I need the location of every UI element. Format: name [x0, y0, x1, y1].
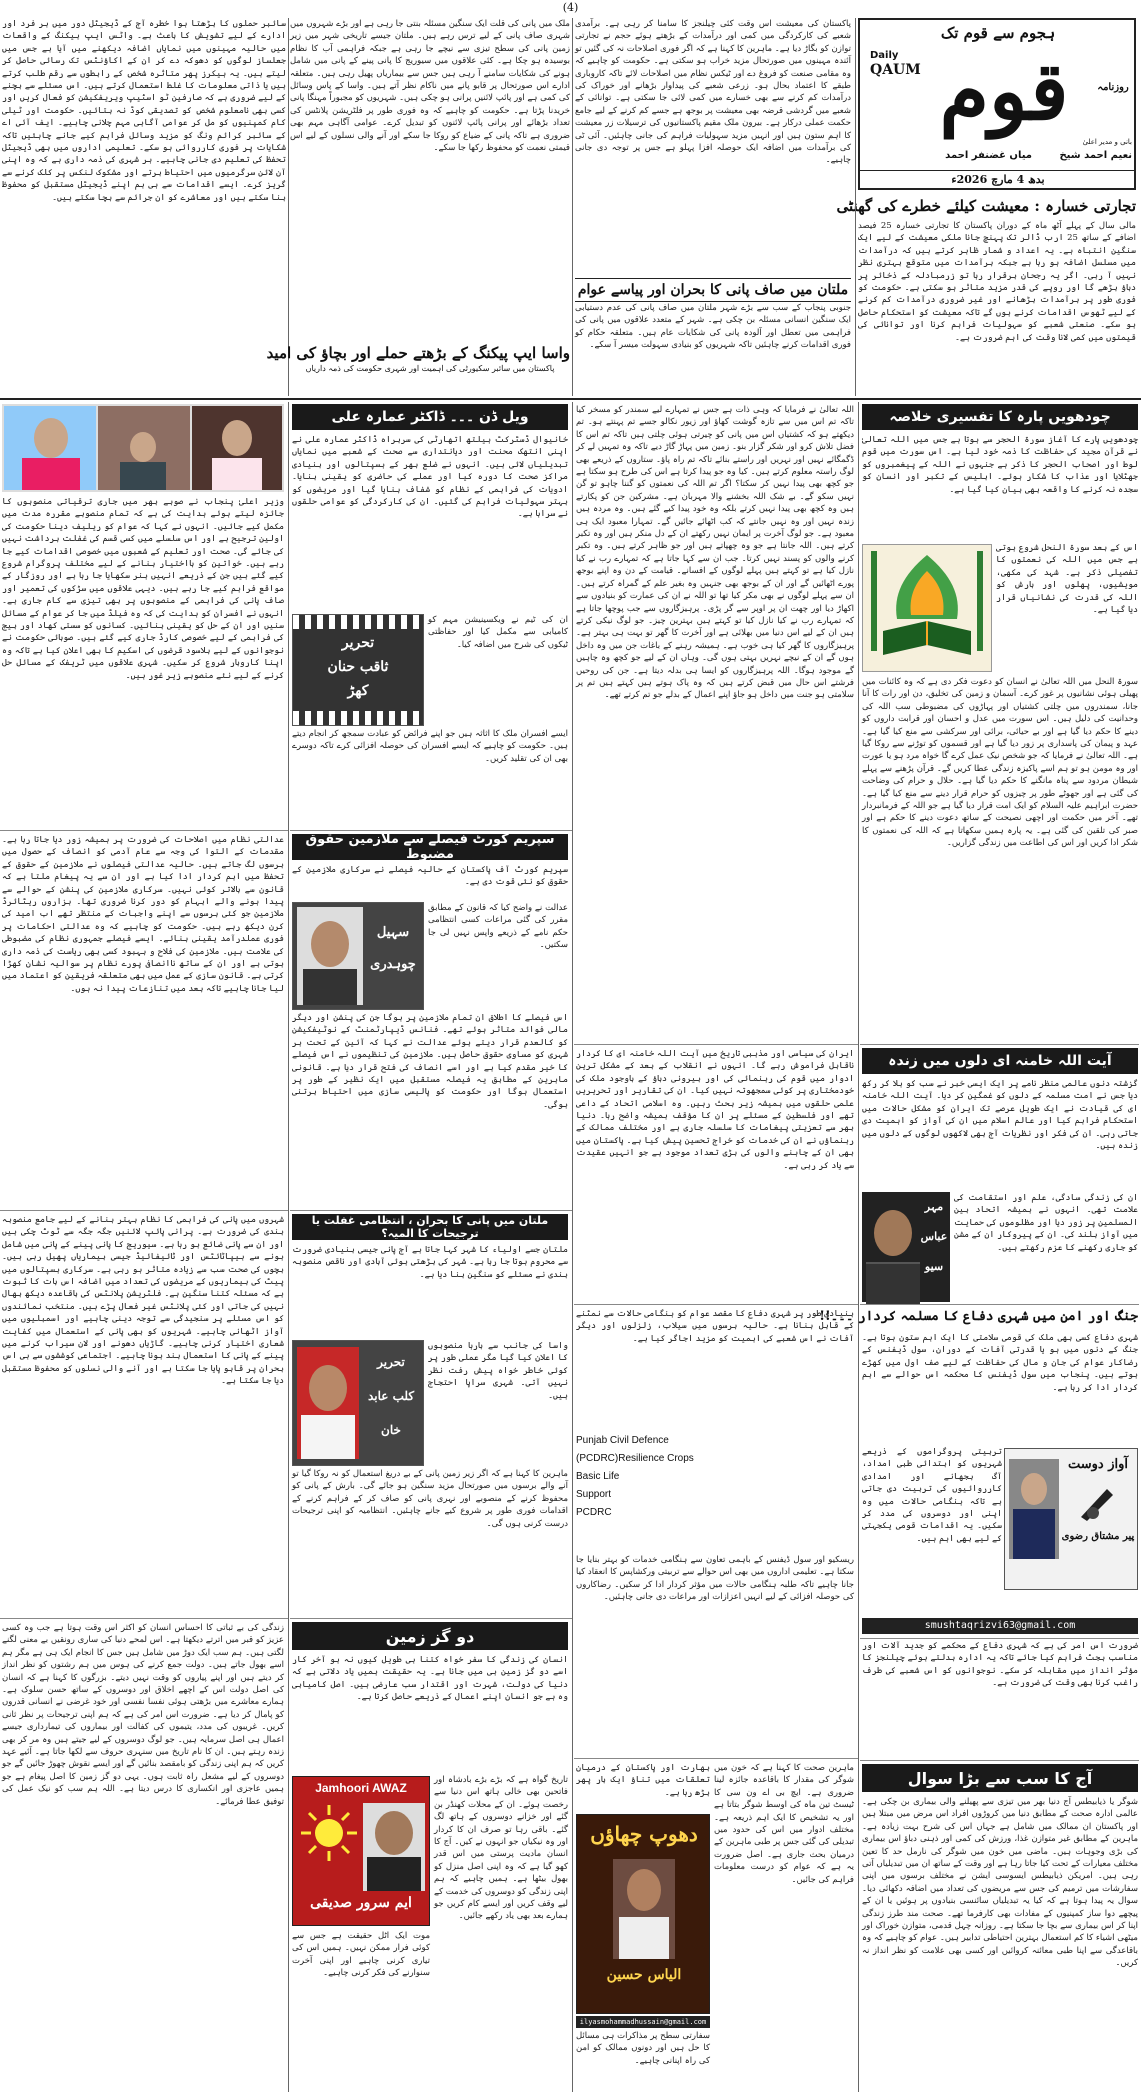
left-column-body-d: زندگی کی بے ثباتی کا احساس انسان کو اکثر اس وقت ہوتا ہے جب وہ کسی عزیز کو قبر میں اترتے دیکھتا ہے۔ اس لمحے دنیا کی ساری رونقیں بے معنی لگنے لگتی ہیں۔ ہم سب ایک دوڑ میں شامل ہیں جس کا انجام ایک ہی ہے مگر ہم اسے بھول جاتے ہیں۔ دولت جمع کرنے کی ہوس میں ہم رشتوں کو نظر انداز کر دیتے ہیں اور اپنے پیاروں کو وقت نہیں دیتے۔ بزرگوں کا کہنا ہے کہ انسان کی اصل دولت اس کے اچھے اخلاق اور دوسروں کے ساتھ حسن سلوک ہے۔ ہمارے معاشرے میں بڑھتی ہوئی نفسا نفسی اور خود غرضی نے انسانی قدروں کو پامال کر دیا ہے۔ ضرورت اس امر کی ہے کہ ہم اپنی ترجیحات پر نظر ثانی کریں۔ غریبوں کی مدد، یتیموں کی کفالت اور بیماروں کی تیمارداری جیسے اعمال ہی اصل سرمایہ ہیں۔ جو لوگ دوسروں کے لیے جیتے ہیں وہ مر کر بھی زندہ رہتے ہیں۔ ان کا نام تاریخ میں سنہری حروف سے لکھا جاتا ہے۔ آئیے عہد کریں کہ ہم اپنی زندگی کو بامقصد بنائیں گے اور ایسے نقوش چھوڑ جائیں گے جو دوسروں کے لیے مشعل راہ ثابت ہوں۔ یہی دو گز زمین کا اصل پیغام ہے جو ہمیں عاجزی اور انکساری کا درس دیتا ہے۔ اللہ ہم سب کو نیک عمل کی توفیق عطا فرمائے۔: [2, 1623, 284, 1807]
quran-illustration: [862, 544, 992, 672]
war-peace-continued-b: ریسکیو اور سول ڈیفنس کے باہمی تعاون سے ہنگامی خدمات کو بہتر بنایا جا سکتا ہے۔ تعلیمی اداروں میں بھی اس حوالے سے تربیتی ورکشاپس کا انعقاد کیا جانا چاہیے تاکہ طلبہ ہنگامی حالات میں مؤثر کردار ادا کر سکیں۔ رضاکاروں کی حوصلہ افزائی کے لیے انہیں اعزازات اور مراعات دی جانی چاہئیں۔: [576, 1555, 854, 1603]
aaj-sawal-title: آج کا سب سے بڑا سوال: [862, 1764, 1138, 1792]
quran-column-body-b: اس کے بعد سورۃ النحل شروع ہوتی ہے جس میں اللہ کی نعمتوں کا تفصیلی ذکر ہے۔ شہد کی مکھی، مویشیوں، پھلوں اور بارش کو اللہ کی قدرت کی نشانیاں قرار دیا گیا ہے۔: [996, 543, 1138, 616]
masthead-daily-prefix: روزنامہ: [1097, 82, 1129, 93]
well-done-title: ویل ڈن ۔۔۔ ڈاکٹر عمارہ علی: [292, 404, 568, 430]
byline-line-2: چوہدری: [370, 957, 416, 972]
top-column-3: ملک میں پانی کی قلت ایک سنگین مسئلہ بنتی جا رہی ہے اور بڑے شہروں میں شہری صاف پانی کے لیے ترس رہے ہیں۔ ملتان جیسے تاریخی شہر میں زیر زمین پانی کی سطح تیزی سے نیچے جا رہی ہے جبکہ فراہمی آب کا نظام بوسیدہ ہو چکا ہے۔ کئی علاقوں میں سیوریج کا پانی پینے کے پانی میں شامل ہونے کی شکایات سامنے آ رہی ہیں جس سے بیماریاں پھیل رہی ہیں۔ متعلقہ ادارے اس صورتحال پر قابو پانے میں ناکام نظر آتے ہیں۔ واسا کے پاس وسائل کی کمی ہے اور پائپ لائنیں پرانی ہو چکی ہیں۔ شہریوں کو مجبوراً مہنگا پانی خریدنا پڑتا ہے۔ حکومت کو چاہیے کہ وہ فوری طور پر فلٹریشن پلانٹس کی تعداد بڑھائے اور پرانی پائپ لائنوں کو تبدیل کرے۔ عوامی آگاہی مہم بھی ضروری ہے تاکہ پانی کے ضیاع کو روکا جا سکے اور آنے والی نسلوں کے لیے اس قیمتی نعمت کو محفوظ رکھا جا سکے۔: [290, 19, 570, 154]
war-peace-en-block: [576, 1432, 854, 1552]
masthead-slogan: ہجوم سے قوم تک: [940, 24, 1056, 42]
well-done-body-b: ان کی ٹیم نے ویکسینیشن مہم کو کامیابی سے مکمل کیا اور حفاظتی ٹیکوں کی شرح میں اضافہ کیا۔: [428, 615, 568, 650]
supreme-court-body-a: سپریم کورٹ آف پاکستان کے حالیہ فیصلے نے سرکاری ملازمین کے حقوق کو نئی قوت دی ہے۔: [292, 865, 568, 888]
pen-icon: [1071, 1483, 1121, 1523]
masthead-founder: بانی و مدیر اعلیٰ: [1082, 138, 1132, 146]
wasa-article-title: واسا ایپ پیکنگ کے بڑھتے حملے اور بچاؤ کی امید: [266, 344, 570, 362]
ayatollah-title: آیت اللہ خامنہ ای دلوں میں زندہ: [862, 1048, 1138, 1074]
dhoop-chaon-body: بھارت اور پاکستان کے درمیان تعلقات میں تناؤ ایک بار پھر بڑھ رہا ہے۔: [576, 1763, 710, 1798]
supreme-court-body-c: اس فیصلے کا اطلاق ان تمام ملازمین پر ہوگا جن کی پنشن اور دیگر مالی فوائد متاثر ہوئے تھے۔ فنانس ڈیپارٹمنٹ کے نوٹیفکیشن کو کالعدم قرار دیتے ہوئے عدالت نے کہا کہ آئین کے تحت ہر شہری کو مساوی حقوق حاصل ہیں۔ ملازمین کی تنظیموں نے اس فیصلے کا خیر مقدم کیا ہے اور اسے انصاف کی فتح قرار دیا ہے۔ قانونی ماہرین کے مطابق یہ فیصلہ مستقبل میں ایک نظیر کے طور پر استعمال ہوگا اور حکومت کو پالیسی سازی میں احتیاط برتنی ہوگی۔: [292, 1013, 568, 1110]
byline-line-2: ثاقب حنان: [327, 659, 389, 675]
supreme-court-body-b: عدالت نے واضح کیا کہ قانون کے مطابق مقرر کی گئی مراعات کسی انتظامی حکم نامے کے ذریعے واپس نہیں لی جا سکتیں۔: [428, 903, 568, 951]
quran-column-continued: اللہ تعالیٰ نے فرمایا کہ وہی ذات ہے جس نے تمہارے لیے سمندر کو مسخر کیا تاکہ تم اس میں سے تازہ گوشت کھاؤ اور زیور نکالو جسے تم پہنتے ہو۔ تم دیکھتے ہو کہ کشتیاں اس میں پانی کو چیرتی ہوئی چلتی ہیں تاکہ تم اس کا فضل تلاش کرو اور شکر گزار بنو۔ زمین میں پہاڑ گاڑ دیے تاکہ وہ تمہیں لے کر ڈگمگائے نہیں اور نہریں اور راستے بنائے تاکہ تم راہ پاؤ۔ ستاروں کے ذریعے بھی لوگ راستہ معلوم کرتے ہیں۔ کیا وہ جو پیدا کرتا ہے اس کی طرح ہو سکتا ہے جو کچھ بھی پیدا نہیں کر سکتا؟ اگر تم اللہ کی نعمتوں کو گننا چاہو تو گن نہیں سکو گے۔ بے شک اللہ بخشنے والا مہربان ہے۔ مشرکین جن کو پکارتے ہیں وہ کچھ بھی پیدا نہیں کرتے بلکہ وہ خود پیدا کیے گئے ہیں۔ وہ مردہ ہیں زندہ نہیں اور وہ نہیں جانتے کہ کب اٹھائے جائیں گے۔ تمہارا معبود ایک ہی معبود ہے۔ جو لوگ آخرت پر ایمان نہیں رکھتے ان کے دل منکر ہیں اور وہ تکبر کرتے ہیں۔ اللہ جانتا ہے جو وہ چھپاتے ہیں اور جو ظاہر کرتے ہیں۔ وہ تکبر کرنے والوں کو پسند نہیں کرتا۔ جب ان سے کہا جاتا ہے کہ تمہارے رب نے کیا نازل کیا ہے تو کہتے ہیں پہلے لوگوں کے افسانے۔ قیامت کے دن وہ اپنے بوجھ پورے اٹھائیں گے اور ان کے بوجھ بھی جنہیں وہ بغیر علم کے گمراہ کرتے ہیں۔ ان سے پہلے لوگوں نے بھی مکر کیا تھا تو اللہ نے ان کی عمارت کو بنیادوں سے اکھاڑ دیا اور چھت ان پر اوپر سے گر پڑی۔ پرہیزگاروں سے جب پوچھا جاتا ہے کہ تمہارے رب نے کیا نازل کیا تو کہتے ہیں بہترین چیز۔ جو لوگ نیکی کرتے ہیں ان کے لیے اس دنیا میں بھلائی ہے اور آخرت کا گھر تو بہت ہی بہتر ہے۔ پرہیزگاروں کا گھر کیا ہی خوب ہے۔ ہمیشہ رہنے کے باغات جن میں وہ داخل ہوں گے ان کے نیچے نہریں بہتی ہوں گی۔ وہاں ان کے لیے جو کچھ وہ چاہیں گے موجود ہوگا۔ اللہ پرہیزگاروں کو ایسا ہی بدلہ دیتا ہے۔ جن کی روحیں فرشتے اس حال میں قبض کرتے ہیں کہ وہ پاک ہوتے ہیں کہتے ہیں تم پر سلامتی ہو جنت میں داخل ہو جاؤ اپنے اعمال کے بدلے جو تم کرتے تھے۔: [576, 405, 854, 701]
ayatollah-body-a: گزشتہ دنوں عالمی منظر نامے پر ایک ایسی خبر نے سب کو ہلا کر رکھ دیا جس نے امت مسلمہ کے دلوں کو غمگین کر دیا۔ آیت اللہ خامنہ ای کی قیادت نے ایک طویل عرصے تک ایران کو مشکل حالات میں استحکام فراہم کیا اور عالم اسلام میں ان کی آواز کو اہمیت دی جاتی رہی۔ ان کی فکر اور نظریات آج بھی لاکھوں لوگوں کے دلوں میں زندہ ہیں۔: [862, 1079, 1138, 1152]
en-line-2: (PCDRC)Resilience Crops: [576, 1453, 694, 1464]
news-photo-2: [98, 406, 190, 490]
news-photo-strip: [2, 404, 284, 492]
left-column-body-a: وزیر اعلیٰ پنجاب نے صوبے بھر میں جاری ترقیاتی منصوبوں کا جائزہ لیتے ہوئے ہدایت کی ہے کہ تمام منصوبے مقررہ مدت میں مکمل کیے جائیں۔ انہوں نے کہا کہ عوام کو ریلیف دینا حکومت کی اولین ترجیح ہے اور اس سلسلے میں کسی قسم کی غفلت برداشت نہیں کی جائے گی۔ صحت اور تعلیم کے شعبوں میں خصوصی اقدامات کیے جا رہے ہیں۔ خواتین کو بااختیار بنانے کے لیے مختلف پروگرام شروع کیے گئے ہیں جن کے ذریعے انہیں ہنر سکھایا جا رہا ہے اور روزگار کے مواقع فراہم کیے جا رہے ہیں۔ دیہی علاقوں میں سڑکوں کی تعمیر اور صاف پانی کی فراہمی کے منصوبوں پر بھی تیزی سے کام جاری ہے۔ انہوں نے افسران کو ہدایت کی کہ وہ فیلڈ میں جا کر عوام کے مسائل سنیں اور ان کے حل کو یقینی بنائیں۔ کسانوں کو سستی کھاد اور بیج کی فراہمی کے لیے خصوصی کارڈ جاری کیے گئے ہیں۔ صوبائی حکومت نے نوجوانوں کے لیے بلاسود قرضوں کی اسکیم کا بھی اعلان کیا ہے تاکہ وہ اپنا کاروبار شروع کر سکیں۔ شہری علاقوں میں ٹریفک کے مسائل حل کرنے کے لیے نئے منصوبے زیر غور ہیں۔: [2, 497, 284, 681]
byline-kalb-abid: [292, 1340, 424, 1466]
en-line-3: Basic Life: [576, 1471, 620, 1482]
byline-line-3: سیو: [924, 1260, 944, 1273]
war-peace-title: جنگ اور امن میں شہری دفاع کا مسلمہ کردار ۔۔۔!!: [819, 1309, 1138, 1324]
well-done-body-a: خانیوال ڈسٹرکٹ ہیلتھ اتھارٹی کی سربراہ ڈاکٹر عمارہ علی نے اپنی انتھک محنت اور دیانتداری سے صحت کے شعبے میں نمایاں تبدیلیاں لائی ہیں۔ انہوں نے ضلع بھر کے ہسپتالوں اور بنیادی مراکز صحت کا دورہ کیا اور عملے کی حاضری کو یقینی بنایا۔ ادویات کی فراہمی کے نظام کو شفاف بنایا گیا اور مریضوں کو بہتر سہولیات فراہم کی گئیں۔ ان کی کارکردگی کو عوامی حلقوں نے سراہا ہے۔: [292, 435, 568, 520]
do-ghaz-zameen-body-a: انسان کی زندگی کا سفر خواہ کتنا ہی طویل کیوں نہ ہو آخر کار اسے دو گز زمین ہی میں جانا ہے۔ یہ حقیقت ہمیں یاد دلاتی ہے کہ دنیا کی دولت، شہرت اور اقتدار سب عارضی ہیں۔ اصل کامیابی وہ ہے جو انسان اپنے اعمال کے ذریعے حاصل کرتا ہے۔: [292, 1655, 568, 1703]
war-peace-body-c: ضرورت اس امر کی ہے کہ شہری دفاع کے محکمے کو جدید آلات اور مناسب بجٹ فراہم کیا جائے تاکہ یہ ادارہ بدلتے ہوئے چیلنجز کا مؤثر انداز میں مقابلہ کر سکے۔ نوجوانوں کو اس شعبے کی طرف راغب کرنا بھی وقت کی ضرورت ہے۔: [862, 1641, 1138, 1689]
masthead: [858, 18, 1136, 190]
sugar-continued: ماہرین صحت کا کہنا ہے کہ خون میں شوگر کی مقدار کا باقاعدہ جائزہ لینا ضروری ہے۔ ایچ بی اے ون سی کا ٹیسٹ تین ماہ کی اوسط شوگر بتاتا ہے اور یہ تشخیص کا ایک اہم ذریعہ ہے۔ مختلف ادوار میں اس کی حدود میں تبدیلی کی گئی جس پر طبی ماہرین کے درمیان بحث جاری ہے۔ اصل ضرورت یہ ہے کہ عوام کو درست معلومات فراہم کی جائیں۔: [714, 1763, 854, 1885]
masthead-publisher: میاں غضنفر احمد: [945, 150, 1032, 161]
dhoop-chaon-body-b: سفارتی سطح پر مذاکرات ہی مسائل کا حل ہیں اور دونوں ممالک کو امن کی راہ اپنانی چاہیے۔: [576, 2031, 710, 2066]
byline-line-2: کلب عابد: [367, 1389, 415, 1403]
news-photo-3: [4, 406, 96, 490]
byline-line-3: کھڑ: [347, 683, 369, 699]
author-photo-mushtaq: [1009, 1459, 1059, 1559]
byline-line-1: تحریر: [341, 635, 375, 651]
multan-editorial-body: جنوبی پنجاب کے سب سے بڑے شہر ملتان میں صاف پانی کی عدم دستیابی ایک سنگین انسانی مسئلہ بن چکی ہے۔ شہر کے متعدد علاقوں میں پانی کی فراہمی میں تعطل اور آلودہ پانی کی شکایات عام ہیں۔ متعلقہ حکام کو فوری اقدامات کرنے چاہئیں تاکہ شہریوں کو بنیادی سہولت میسر آ سکے۔: [575, 303, 851, 351]
quran-column-title: چودھویں پارہ کا تفسیری خلاصہ: [862, 404, 1138, 430]
en-line-5: PCDRC: [576, 1507, 612, 1518]
byline-saqib-hanan: [292, 614, 424, 726]
dhoop-chaon-author: الیاس حسین: [606, 1967, 682, 1983]
quran-column-body-c: سورۃ النحل میں اللہ تعالیٰ نے انسان کو دعوت فکر دی ہے کہ وہ کائنات میں پھیلی ہوئی نشانیوں پر غور کرے۔ آسمان و زمین کی تخلیق، دن اور رات کا آنا جانا، سمندروں میں چلتی کشتیاں اور پہاڑوں کی مضبوطی سب اللہ کی وحدانیت کی دلیل ہیں۔ اس سورت میں عدل و احسان اور قرابت داروں کو دینے کا حکم دیا گیا ہے اور بے حیائی، برائی اور سرکشی سے منع کیا گیا ہے۔ عہد و پیمان کی پاسداری پر زور دیا گیا ہے اور قسموں کو توڑنے سے روکا گیا ہے۔ اللہ تعالیٰ نے فرمایا کہ جو شخص نیک عمل کرے گا خواہ مرد ہو یا عورت اور وہ مومن ہو تو ہم اسے پاکیزہ زندگی عطا کریں گے۔ قرآن پڑھنے سے پہلے شیطان مردود سے پناہ مانگنے کا حکم دیا گیا ہے۔ حلال و حرام کی وضاحت کی گئی ہے اور جھوٹے طور پر چیزوں کو حرام قرار دینے سے منع کیا گیا ہے۔ حضرت ابراہیم علیہ السلام کو ایک امت قرار دیا گیا ہے جو اللہ کے فرمانبردار تھے۔ آخر میں حکمت اور اچھی نصیحت کے ساتھ دعوت دینے کا حکم ہے اور صبر کی تلقین کی گئی ہے۔ یہ پارہ ہمیں سکھاتا ہے کہ اللہ کی نعمتوں کا شکر ادا کریں اور اس کی اطاعت میں زندگی گزاریں۔: [862, 677, 1138, 849]
byline-line-1: تحریر: [377, 1355, 405, 1369]
masthead-daily-en: Daily: [870, 50, 899, 61]
supreme-court-title: سپریم کورٹ فیصلے سے ملازمین حقوق مضبوط: [292, 834, 568, 860]
editorial-title: تجارتی خسارہ : معیشت کیلئے خطرے کی گھنٹی: [836, 197, 1136, 215]
war-peace-body-b: تربیتی پروگراموں کے ذریعے شہریوں کو ابتدائی طبی امداد، آگ بجھانے اور امدادی کارروائیوں کی تربیت دی جاتی ہے تاکہ ہنگامی حالات میں وہ اپنی اور دوسروں کی مدد کر سکیں۔ یہ اقدامات قومی یکجہتی کے لیے بھی اہم ہیں۔: [862, 1447, 1002, 1544]
en-line-1: Punjab Civil Defence: [576, 1435, 669, 1446]
ayatollah-body-b: ان کی زندگی سادگی، علم اور استقامت کی علامت تھی۔ انہوں نے ہمیشہ اتحاد بین المسلمین پر زور دیا اور مظلوموں کی حمایت میں آواز بلند کی۔ ان کے پیروکار ان کے مشن کو جاری رکھنے کا عزم رکھتے ہیں۔: [954, 1193, 1138, 1253]
masthead-founder-name: نعیم احمد شیخ: [1059, 150, 1132, 161]
multan-water2-body-b: واسا کی جانب سے بارہا منصوبوں کا اعلان کیا گیا مگر عملی طور پر کوئی خاطر خواہ پیش رفت نظر نہیں آتی۔ شہری سراپا احتجاج ہیں۔: [428, 1341, 568, 1401]
mosque-book-icon: [863, 545, 991, 671]
war-peace-continued-a: بنیادی طور پر شہری دفاع کا مقصد عوام کو ہنگامی حالات سے نمٹنے کے قابل بنانا ہے۔ حالیہ برسوں میں سیلاب، زلزلوں اور دیگر آفات نے اس شعبے کی اہمیت کو مزید اجاگر کیا ہے۔: [576, 1309, 854, 1344]
dhoop-chaon-title: دھوپ چھاؤں: [590, 1822, 698, 1846]
aaj-sawal-body: شوگر یا ذیابیطس آج دنیا بھر میں تیزی سے پھیلنے والی بیماری بن چکی ہے۔ عالمی ادارہ صحت کے مطابق دنیا میں کروڑوں افراد اس مرض میں مبتلا ہیں اور پاکستان ان ممالک میں شامل ہے جہاں اس کی شرح بہت زیادہ ہے۔ ماہرین کے مطابق غیر متوازن غذا، ورزش کی کمی اور ذہنی دباؤ اس بیماری کی بڑی وجوہات ہیں۔ ماضی میں خون میں شوگر کی نارمل حد کا تعین مختلف معیارات کے تحت کیا جاتا رہا ہے اور وقت کے ساتھ ان میں تبدیلیاں آتی رہی ہیں۔ امریکن ذیابیطس ایسوسی ایشن نے مختلف برسوں میں اپنی سفارشات میں ترمیم کی جس سے مریضوں کی تعداد میں اضافہ دکھائی دیا۔ سوال یہ پیدا ہوتا ہے کہ کیا یہ تبدیلیاں سائنسی بنیادوں پر ہوئیں یا ان کے پیچھے دوا ساز کمپنیوں کے مفادات بھی کارفرما تھے۔ صحت مند طرز زندگی اپنا کر اس بیماری سے بچا جا سکتا ہے۔ روزانہ چہل قدمی، متوازن خوراک اور میٹھی اشیاء کا کم استعمال بہترین احتیاطی تدابیر ہیں۔ عوام کو چاہیے کہ وہ باقاعدگی سے اپنا طبی معائنہ کروائیں اور کسی بھی علامت کو نظر انداز نہ کریں۔: [862, 1797, 1138, 1969]
byline-line-1: سہیل: [376, 925, 410, 940]
multan-editorial-title: ملتان میں صاف پانی کا بحران اور پیاسے عوام: [575, 278, 851, 302]
multan-water2-body-c: ماہرین کا کہنا ہے کہ اگر زیر زمین پانی کے بے دریغ استعمال کو نہ روکا گیا تو آنے والے برسوں میں صورتحال مزید سنگین ہو جائے گی۔ بارش کے پانی کو محفوظ کرنے کے منصوبے اور نہری پانی کو صاف کر کے فراہم کرنے کے اقدامات فوری طور پر شروع کیے جانے چاہئیں۔ انتظامیہ کو اپنی ترجیحات درست کرنی ہوں گی۔: [292, 1469, 568, 1529]
awaz-dost-author: پیر مشتاق رضوی: [1061, 1531, 1135, 1542]
page-number: (4): [562, 1, 579, 14]
author-photo-sarwar: [363, 1803, 425, 1891]
awaz-dost-email: smushtaqrizvi63@gmail.com: [862, 1618, 1138, 1634]
author-photo-sohail: [297, 907, 363, 1005]
awaz-dost-box: [1004, 1448, 1138, 1590]
en-line-4: Support: [576, 1489, 612, 1500]
left-column-body-b: عدالتی نظام میں اصلاحات کی ضرورت پر ہمیشہ زور دیا جاتا رہا ہے۔ مقدمات کے التوا کی وجہ سے عام آدمی کو انصاف کے حصول میں برسوں لگ جاتے ہیں۔ حالیہ عدالتی فیصلوں نے ملازمین کے حقوق کے تحفظ میں اہم کردار ادا کیا ہے اور ان سے یہ پیغام ملتا ہے کہ قانون سے بالاتر کوئی نہیں۔ سرکاری ملازمین کی پنشن کے حوالے سے پیدا ہونے والے ابہام کو دور کرنا ضروری تھا۔ ہزاروں ریٹائرڈ ملازمین جو کئی برسوں سے اپنے واجبات کے منتظر تھے اب امید کی کرن دیکھ رہے ہیں۔ حکومت کو چاہیے کہ وہ عدالتی احکامات پر فوری عملدرآمد یقینی بنائے۔ ایسے فیصلے جمہوری نظام کی مضبوطی کی علامت ہیں۔ ملازمین کی فلاح و بہبود کسی بھی ریاست کی ذمہ داری ہوتی ہے اور ان کے ساتھ ناانصافی پورے نظام پر سوالیہ نشان کھڑا کرتی ہے۔ قانون سازی کے عمل میں بھی متعلقہ فریقین کو اعتماد میں لیا جانا چاہیے تاکہ بعد میں تنازعات پیدا نہ ہوں۔: [2, 835, 284, 994]
do-ghaz-zameen-body-b: تاریخ گواہ ہے کہ بڑے بڑے بادشاہ اور فاتحین بھی خالی ہاتھ اس دنیا سے رخصت ہوئے۔ ان کے محلات کھنڈر بن گئے اور خزانے دوسروں کے ہاتھ لگ گئے۔ باقی رہا تو صرف ان کا کردار اور وہ نیکیاں جو انہوں نے کیں۔ آج کا انسان مادیت پرستی میں اس قدر کھو گیا ہے کہ وہ اپنی اصل منزل کو بھول بیٹھا ہے۔ ہمیں چاہیے کہ ہم اپنی زندگی کو دوسروں کی خدمت کے لیے وقف کریں اور ایسے کام کریں جو ہمارے بعد بھی یاد رکھے جائیں۔: [434, 1775, 568, 1922]
jamhoori-awaz-name: ایم سرور صدیقی: [310, 1895, 412, 1911]
masthead-name-en: QAUM: [870, 62, 921, 78]
editorial-continued: پاکستان کی معیشت اس وقت کئی چیلنجز کا سامنا کر رہی ہے۔ برآمدی شعبے کی کارکردگی میں کمی اور درآمدات کے بڑھتے ہوئے حجم نے تجارتی توازن کو بگاڑ دیا ہے۔ ماہرین کا کہنا ہے کہ اگر فوری اصلاحات نہ کی گئیں تو آئندہ مہینوں میں صورتحال مزید خراب ہو سکتی ہے۔ حکومت کو چاہیے کہ وہ مقامی صنعت کو فروغ دے اور ٹیکس نظام میں اصلاحات لائے تاکہ کاروباری طبقے کا اعتماد بحال ہو۔ زرعی شعبے کی پیداوار بڑھانے اور خوراک کی درآمدات کم کرنے سے بھی خسارے میں کمی لائی جا سکتی ہے۔ توانائی کے شعبے میں گردشی قرضہ بھی معیشت پر بوجھ ہے جسے کم کرنے کے لیے جامع حکمت عملی درکار ہے۔ بیرون ملک مقیم پاکستانیوں کی ترسیلات زر معیشت کا اہم ستون ہیں اور انہیں مزید سہولیات فراہم کی جانی چاہئیں۔ آئی ٹی کی برآمدات میں اضافہ ایک حوصلہ افزا پہلو ہے جس پر توجہ دی جانی چاہیے۔: [575, 19, 851, 166]
multan-water2-body-a: ملتان جسے اولیاء کا شہر کہا جاتا ہے آج پانی جیسی بنیادی ضرورت سے محروم ہوتا جا رہا ہے۔ شہر کی بڑھتی ہوئی آبادی اور ناقص منصوبہ بندی نے مسئلے کو سنگین بنا دیا ہے۔: [292, 1245, 568, 1280]
do-ghaz-zameen-body-c: موت ایک اٹل حقیقت ہے جس سے کوئی فرار ممکن نہیں۔ ہمیں اس کی تیاری کرنی چاہیے اور اپنی آخرت سنوارنے کی فکر کرنی چاہیے۔: [292, 1931, 430, 1979]
dhoop-chaon-box: [576, 1814, 710, 2014]
jamhoori-awaz-title: Jamhoori AWAZ: [315, 1781, 407, 1795]
editorial-body: مالی سال کے پہلے آٹھ ماہ کے دوران پاکستان کا تجارتی خسارہ 25 فیصد اضافے کے ساتھ 25 ارب ڈالر تک پہنچ جانا ملکی معیشت کے لیے ایک سنگین انتباہ ہے۔ یہ اعداد و شمار ظاہر کرتے ہیں کہ درآمدات میں مسلسل اضافہ ہو رہا ہے جبکہ برآمدات میں متوقع بہتری نظر نہیں آ رہی۔ اگر یہ رجحان برقرار رہا تو زرمبادلہ کے ذخائر پر دباؤ بڑھے گا اور روپے کی قدر مزید متاثر ہو سکتی ہے۔ حکومت کو فوری طور پر برآمدات بڑھانے اور غیر ضروری درآمدات کم کرنے کے لیے ٹھوس اقدامات کرنے ہوں گے تاکہ معیشت کو استحکام حاصل ہو سکے۔ صنعتی شعبے کو سہولیات فراہم کرنا اور توانائی کی قیمتوں میں کمی لانا وقت کی اہم ضرورت ہے۔: [858, 221, 1136, 343]
masthead-logo-ur: قوم: [939, 44, 1069, 138]
well-done-body-c: ایسے افسران ملک کا اثاثہ ہیں جو اپنے فرائض کو عبادت سمجھ کر انجام دیتے ہیں۔ حکومت کو چاہیے کہ ایسے افسران کی حوصلہ افزائی کرے تاکہ دوسرے بھی ان کی تقلید کریں۔: [292, 729, 568, 764]
quran-column-body-a: چودھویں پارے کا آغاز سورۃ الحجر سے ہوتا ہے جس میں اللہ تعالیٰ نے قرآن مجید کی حفاظت کا ذمہ خود لیا ہے۔ اس سورت میں قوم لوط اور اصحاب الحجر کا ذکر ہے جنہوں نے اللہ کے پیغمبروں کو جھٹلایا اور عذاب کا شکار ہوئے۔ ابلیس کے تکبر اور انسان کو سجدہ نہ کرنے کا واقعہ بھی بیان کیا گیا ہے۔: [862, 435, 1138, 495]
war-peace-body-a: شہری دفاع کسی بھی ملک کی قومی سلامتی کا ایک اہم ستون ہوتا ہے۔ جنگ کے دنوں میں ہو یا قدرتی آفات کے دوران، سول ڈیفنس کے رضاکار عوام کی جان و مال کی حفاظت کے لیے صف اول میں کھڑے ہوتے ہیں۔ پنجاب میں سول ڈیفنس کا محکمہ اس حوالے سے اہم کردار ادا کر رہا ہے۔: [862, 1333, 1138, 1393]
dhoop-chaon-email: ilyasmohammadhussain@gmail.com: [576, 2016, 710, 2028]
sun-icon: [299, 1803, 359, 1863]
byline-line-2: عباس: [920, 1230, 948, 1243]
masthead-date: بدھ 4 مارچ 2026ء: [951, 173, 1045, 186]
byline-line-1: مہر: [924, 1200, 944, 1213]
left-column-body-c: شہروں میں پانی کی فراہمی کا نظام بہتر بنانے کے لیے جامع منصوبہ بندی کی ضرورت ہے۔ پرانی پائپ لائنیں جگہ جگہ سے ٹوٹ چکی ہیں اور ان سے پانی ضائع ہو رہا ہے۔ سیوریج کا پانی پینے کے پانی میں شامل ہونے سے ہیپاٹائٹس اور ٹائیفائیڈ جیسی بیماریاں پھیل رہی ہیں۔ بچوں کی صحت سب سے زیادہ متاثر ہو رہی ہے۔ سرکاری ہسپتالوں میں پیٹ کی بیماریوں کے مریضوں کی تعداد میں اضافہ اس بات کا ثبوت ہے کہ مسئلہ کتنا سنگین ہے۔ فلٹریشن پلانٹس کی باقاعدہ دیکھ بھال نہیں کی جاتی اور کئی پلانٹس غیر فعال پڑے ہیں۔ منتخب نمائندوں کو اس مسئلے پر سنجیدگی سے توجہ دینی چاہیے اور اسمبلیوں میں آواز اٹھانی چاہیے۔ شہریوں کو بھی پانی کے استعمال میں کفایت شعاری اختیار کرنی چاہیے۔ گاڑیاں دھونے اور لان سیراب کرنے میں پینے کے پانی کا استعمال بند ہونا چاہیے۔ اجتماعی کوششوں سے ہی اس بحران پر قابو پایا جا سکتا ہے اور آنے والی نسلوں کو محفوظ مستقبل دیا جا سکتا ہے۔: [2, 1215, 284, 1387]
wasa-article-subtitle: پاکستان میں سائبر سکیورٹی کی اہمیت اور شہری حکومت کی ذمہ داریاں: [305, 364, 555, 373]
do-ghaz-zameen-title: دو گز زمین: [292, 1622, 568, 1650]
multan-water2-title: ملتان میں پانی کا بحران ، انتظامی غفلت یا ترجیحات کا المیہ؟: [292, 1214, 568, 1240]
awaz-dost-title: آواز دوست: [1067, 1457, 1129, 1472]
news-photo-1: [192, 406, 282, 490]
byline-line-3: خان: [381, 1423, 401, 1437]
ayatollah-continued: ایران کی سیاسی اور مذہبی تاریخ میں آیت اللہ خامنہ ای کا کردار ناقابل فراموش رہے گا۔ انہوں نے انقلاب کے بعد کے مشکل ترین ادوار میں قوم کی رہنمائی کی اور بیرونی دباؤ کے باوجود ملک کی خودمختاری پر کوئی سمجھوتہ نہیں کیا۔ ان کی تقاریر اور تحریریں علمی حلقوں میں ہمیشہ زیر بحث رہیں۔ وہ اسلامی اتحاد کے داعی تھے اور فلسطین کے مسئلے پر ان کا مؤقف ہمیشہ واضح رہا۔ دنیا بھر سے تعزیتی پیغامات کا سلسلہ جاری ہے اور مختلف ممالک کے رہنماؤں نے ان کی خدمات کو خراج تحسین پیش کیا ہے۔ پاکستان میں بھی ان کے چاہنے والوں کی بڑی تعداد موجود ہے جو انہیں عقیدت سے یاد کر رہی ہے۔: [576, 1049, 854, 1171]
top-column-4: سائبر حملوں کا بڑھتا ہوا خطرہ آج کے ڈیجیٹل دور میں ہر فرد اور ادارے کے لیے تشویش کا باعث ہے۔ واٹس ایپ ہیکنگ کے واقعات میں حالیہ مہینوں میں نمایاں اضافہ دیکھنے میں آیا ہے جس میں جعلساز لوگوں کو دھوکہ دے کر ان کے اکاؤنٹس تک رسائی حاصل کر لیتے ہیں۔ یہ ہیکرز پھر متاثرہ شخص کے رابطوں سے رقم طلب کرتے ہیں یا ذاتی معلومات کا غلط استعمال کرتے ہیں۔ اس مسئلے سے بچنے کے لیے ضروری ہے کہ صارفین ٹو اسٹیپ ویریفکیشن کو فعال کریں اور کسی بھی نامعلوم شخص کو تصدیقی کوڈ نہ بتائیں۔ حکومت اور ٹیلی کام کمپنیوں کو مل کر عوامی آگاہی مہم چلانی چاہیے۔ ایف آئی اے کے سائبر کرائم ونگ کو مزید وسائل فراہم کیے جانے چاہئیں تاکہ شکایات پر فوری کارروائی ہو سکے۔ تعلیمی اداروں میں بھی ڈیجیٹل تحفظ کی تعلیم دی جانی چاہیے۔ ہر شہری کی ذمہ داری ہے کہ وہ اپنی آن لائن سرگرمیوں میں احتیاط برتے اور مشکوک لنکس پر کلک کرنے سے گریز کرے۔ ایسے اقدامات سے ہی ہم اپنے ڈیجیٹل مستقبل کو محفوظ بنا سکتے ہیں اور معاشرے کو ان جرائم سے بچا سکتے ہیں۔: [2, 19, 286, 203]
author-photo-mehr-abbas: [862, 1192, 950, 1302]
byline-sohail-chaudhry: [292, 902, 424, 1010]
author-photo-ilyas: [613, 1859, 675, 1959]
jamhoori-awaz-box: [292, 1776, 430, 1926]
author-photo-kalb-abid: [297, 1347, 359, 1459]
